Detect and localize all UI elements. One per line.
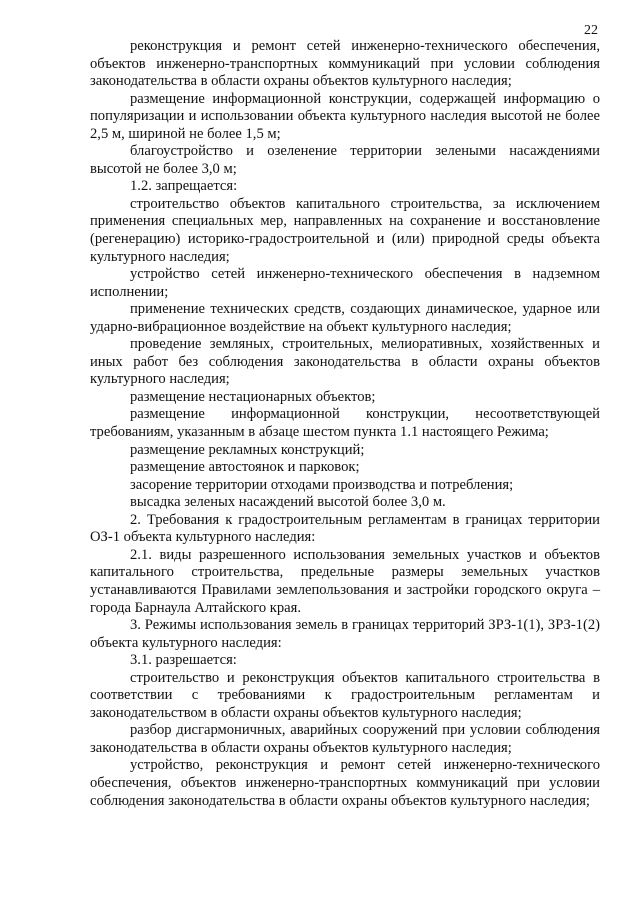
paragraph: разбор дисгармоничных, аварийных сооружений при условии соблюдения законодательства в области охраны объектов культурного наследия; [90,722,600,756]
paragraph: высадка зеленых насаждений высотой более 3,0 м. [130,494,446,511]
paragraph: применение технических средств, создающих динамическое, ударное или ударно-вибрационное воздействие на объект культурного наследия; [90,301,600,335]
paragraph: устройство сетей инженерно-технического обеспечения в надземном исполнении; [90,266,600,300]
paragraph: устройство, реконструкция и ремонт сетей инженерно-технического обеспечения, объектов инженерно-транспортных коммуникаций при условии соблюдения законодательства в области охраны объектов культурного наследия; [90,757,600,809]
paragraph: 1.2. запрещается: [130,178,238,195]
paragraph: 3.1. разрешается: [130,652,237,669]
page-number: 22 [584,23,598,38]
paragraph: размещение рекламных конструкций; [130,441,365,458]
paragraph: проведение земляных, строительных, мелиоративных, хозяйственных и иных работ без соблюдения законодательства в области охраны объектов культурного наследия; [90,336,600,388]
paragraph: 2.1. виды разрешенного использования земельных участков и объектов капитального строительства, предельные размеры земельных участков устанавливаются Правилами землепользования и застройки городского округа – города Барнаула Алтайского края. [90,546,600,616]
paragraph: строительство объектов капитального строительства, за исключением применения специальных мер, направленных на сохранение и восстановление (регенерацию) историко-градостроительной и (или) природной среды объекта культурного наследия; [90,195,600,265]
document-body [90,38,600,810]
paragraph: размещение информационной конструкции, содержащей информацию о популяризации и использовании объекта культурного наследия высотой не более 2,5 м, шириной не более 1,5 м; [90,90,600,142]
paragraph: размещение автостоянок и парковок; [130,459,360,476]
paragraph: благоустройство и озеленение территории зелеными насаждениями высотой не более 3,0 м; [90,143,600,177]
paragraph: реконструкция и ремонт сетей инженерно-технического обеспечения, объектов инженерно-транспортных коммуникаций при условии соблюдения законодательства в области охраны объектов культурного наследия; [90,38,600,90]
paragraph: засорение территории отходами производства и потребления; [130,476,514,493]
paragraph: 2. Требования к градостроительным регламентам в границах территории ОЗ-1 объекта культурного наследия: [90,511,600,546]
paragraph: строительство и реконструкция объектов капитального строительства в соответствии с требованиями к градостроительным регламентам и законодательством в области охраны объектов культурного наследия; [90,669,600,721]
paragraph: размещение информационной конструкции, несоответствующей требованиям, указанным в абзаце шестом пункта 1.1 настоящего Режима; [90,406,600,441]
paragraph: 3. Режимы использования земель в границах территорий ЗРЗ-1(1), ЗРЗ-1(2) объекта культурного наследия: [90,617,600,651]
paragraph: размещение нестационарных объектов; [130,388,376,405]
